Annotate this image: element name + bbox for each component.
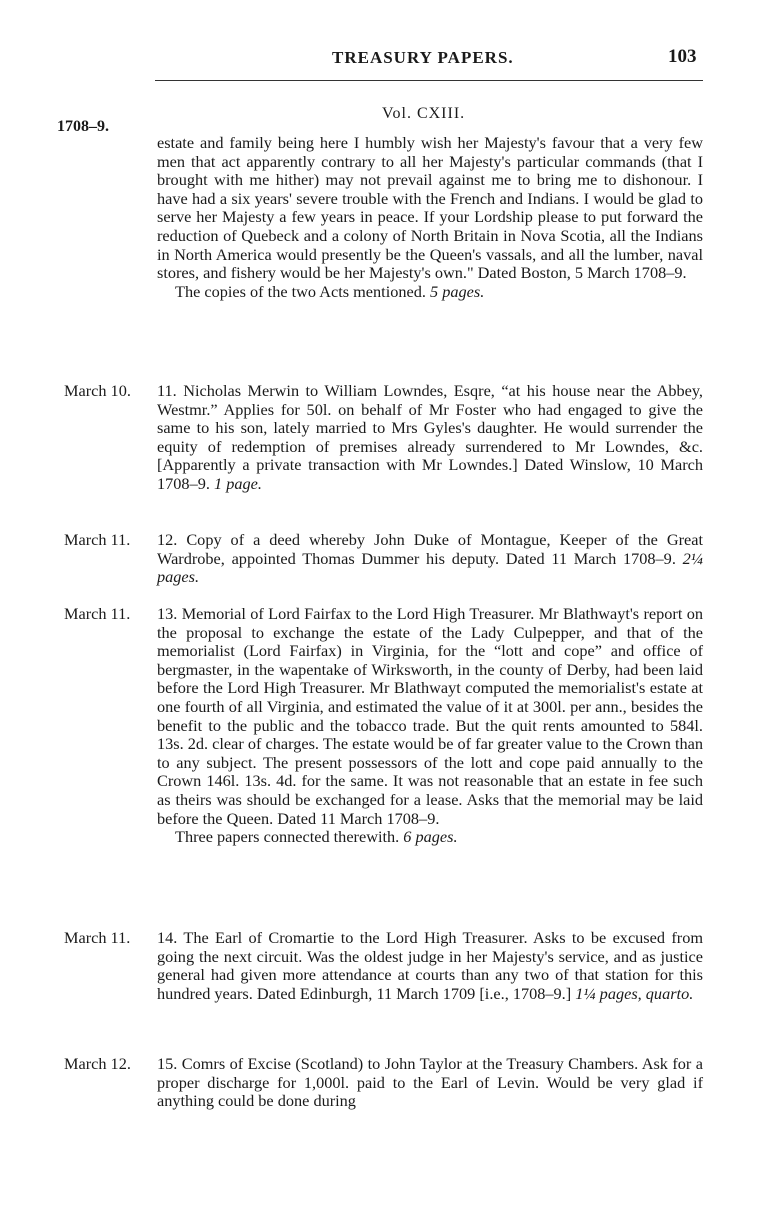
page-number: 103 xyxy=(668,46,697,67)
entry-11 xyxy=(157,382,703,494)
entry-pages: 1¼ pages, quarto. xyxy=(575,983,694,1003)
continuation-note-line xyxy=(157,283,703,302)
entry-text: 11. Nicholas Merwin to William Lowndes, Esqre, “at his house near the Abbey, Westmr.” Applies for 50l. on behalf of Mr Foster who had engaged to give the same to his son, lately married to Mrs Gyles's daughter. He would surrender the equity of redemption of premises already surrendered to Mr Lowndes, &c. [Apparently a private transaction with Mr Lowndes.] Dated Winslow, 10 March 1708–9. xyxy=(157,381,703,493)
entry-15 xyxy=(157,1055,703,1111)
continuation-text: estate and family being here I humbly wish her Majesty's favour that a very few men that act apparently contrary to all her Majesty's particular commands (that I brought with me hither) may not prevail against me to bring me to dishonour. I have had a six years' severe trouble with the French and Indians. I would be glad to serve her Majesty a few years in peace. If your Lordship please to put forward the reduction of Quebeck and a colony of North Britain in Nova Scotia, all the Indians in North America would presently be the Queen's vassals, and all the lumber, naval stores, and fishery would be her Majesty's own." Dated Boston, 5 March 1708–9. xyxy=(157,133,703,283)
entry-date: March 12. xyxy=(64,1054,131,1073)
entry-date: March 10. xyxy=(64,381,131,400)
entry-date: March 11. xyxy=(64,604,131,623)
entry-12 xyxy=(157,531,703,587)
continuation-paragraph xyxy=(157,134,703,301)
entry-14 xyxy=(157,929,703,1003)
entry-text: 15. Comrs of Excise (Scotland) to John Taylor at the Treasury Chambers. Ask for a proper discharge for 1,000l. paid to the Earl of Levin. Would be very glad if anything could be done during xyxy=(157,1054,703,1111)
entry-pages: 1 page. xyxy=(214,473,262,493)
entry-13 xyxy=(157,605,703,847)
continuation-note: The copies of the two Acts mentioned. xyxy=(175,281,426,301)
entry-text: 14. The Earl of Cromartie to the Lord High Treasurer. Asks to be excused from going the next circuit. Was the oldest judge in her Majesty's service, and as justice general had given more attendance at courts than any two of that station for this hundred years. Dated Edinburgh, 11 March 1709 [i.e., 1708–9.] xyxy=(157,928,703,1003)
running-title: TREASURY PAPERS. xyxy=(332,48,514,67)
entry-note: Three papers connected therewith. xyxy=(175,827,400,847)
volume-heading: Vol. CXIII. xyxy=(382,105,466,122)
entry-pages: 6 pages. xyxy=(403,827,458,847)
entry-date: March 11. xyxy=(64,928,131,947)
page-header xyxy=(0,48,770,74)
entry-date: March 11. xyxy=(64,530,131,549)
continuation-pages: 5 pages. xyxy=(430,281,485,301)
header-rule xyxy=(155,80,703,81)
entry-pages: 2¼ pages. xyxy=(157,548,703,587)
margin-year: 1708–9. xyxy=(57,118,109,135)
entry-text: 12. Copy of a deed whereby John Duke of Montague, Keeper of the Great Wardrobe, appointed Thomas Dummer his deputy. Dated 11 March 1708–9. xyxy=(157,530,703,568)
entry-text: 13. Memorial of Lord Fairfax to the Lord High Treasurer. Mr Blathwayt's report on the proposal to exchange the estate of the Lady Culpepper, and that of the memorialist (Lord Fairfax) in Virginia, for the “lott and cope” and office of bergmaster, in the wapentake of Wirksworth, in the county of Derby, had been laid before the Lord High Treasurer. Mr Blathwayt computed the memorialist's estate at one fourth of all Virginia, and estimated the value of it at 300l. per ann., besides the benefit to the public and the tobacco trade. But the quit rents amounted to 584l. 13s. 2d. clear of charges. The estate would be of far greater value to the Crown than to any subject. The present possessors of the lott and cope paid annually to the Crown 146l. 13s. 4d. for the same. It was not reasonable that an estate in fee such as theirs was should be exchanged for a lease. Asks that the memorial may be laid before the Queen. Dated 11 March 1708–9. xyxy=(157,604,703,828)
